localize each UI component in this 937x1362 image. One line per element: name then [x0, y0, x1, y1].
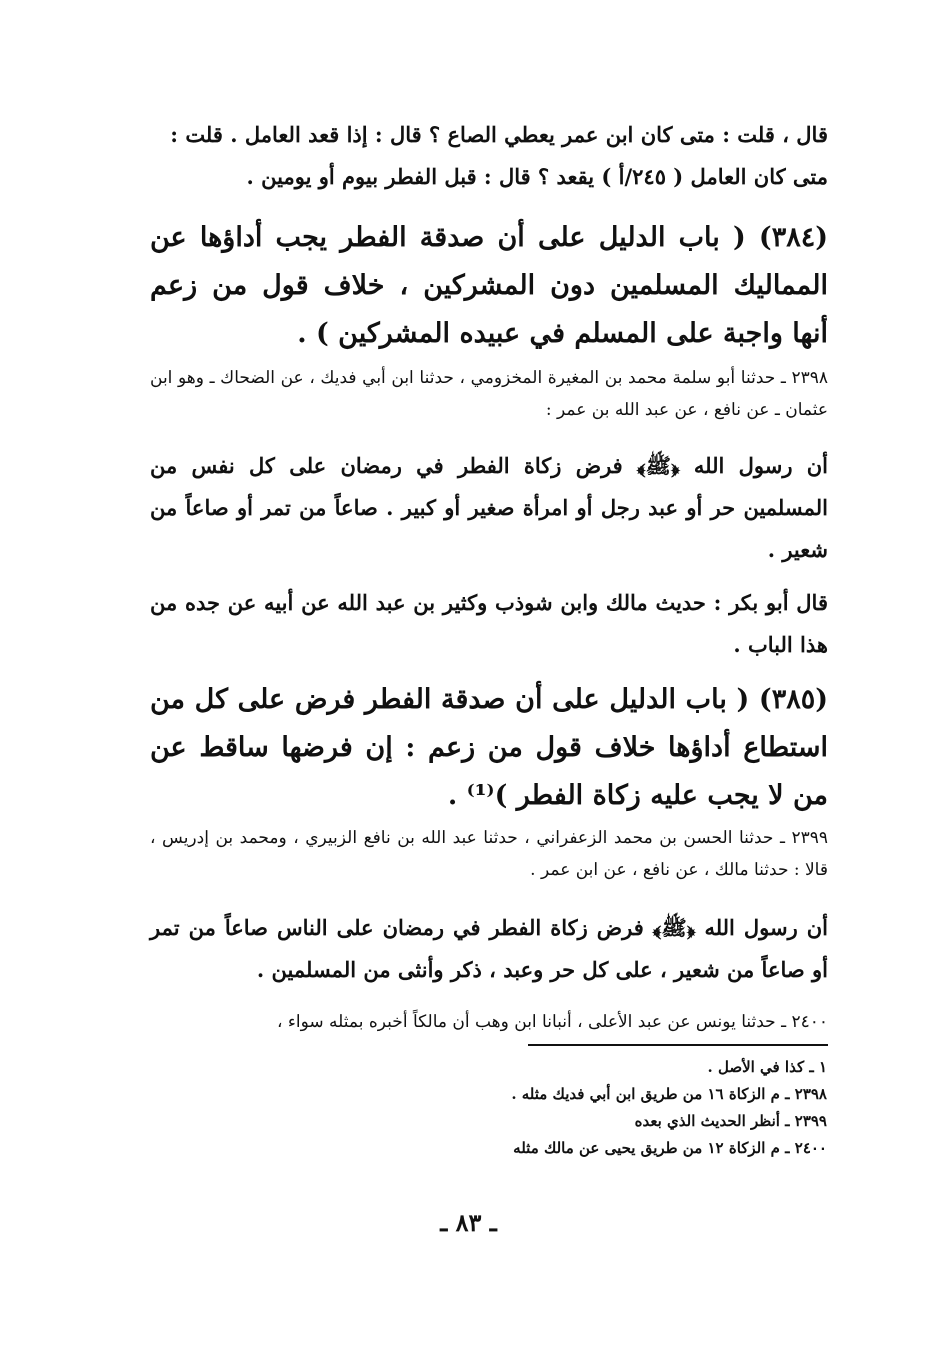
isnad-2398	[150, 362, 828, 426]
hadith-text: أن رسول الله ﴿ﷺ﴾ فرض زكاة الفطر في رمضان على كل نفس من المسلمين حر أو عبد رجل أو امرأة صغير أو كبير . صاعاً من تمر أو صاعاً من شعير .	[150, 453, 828, 562]
footnote-item: ١ ـ كذا في الأصل .	[707, 1058, 827, 1076]
comment-text: قال أبو بكر : حديث مالك وابن شوذب وكثير بن عبد الله عن أبيه عن جده من هذا الباب .	[150, 590, 828, 657]
intro-line: قال ، قلت : متى كان ابن عمر يعطي الصاع ؟ قال : إذا قعد العامل . قلت :	[170, 122, 828, 147]
comment-abu-bakr	[150, 582, 828, 666]
intro-line: متى كان العامل ( ٢٤٥/أ ) يقعد ؟ قال : قبل الفطر بيوم أو يومين .	[246, 164, 828, 189]
chapter-heading-384	[150, 214, 828, 358]
footnote-item: ٢٤٠٠ ـ م الزكاة ١٢ من طريق يحيى عن مالك مثله	[513, 1139, 827, 1157]
hadith-2398	[150, 445, 828, 571]
hadith-text: أن رسول الله ﴿ﷺ﴾ فرض زكاة الفطر في رمضان على الناس صاعاً من تمر أو صاعاً من شعير ، على كل حر وعبد ، ذكر وأنثى من المسلمين .	[150, 915, 828, 982]
footnote-item: ٢٣٩٨ ـ م الزكاة ١٦ من طريق ابن أبي فديك مثله .	[511, 1085, 827, 1103]
footnotes	[407, 1054, 827, 1162]
hadith-2399	[150, 907, 828, 991]
isnad-text: ٢٣٩٨ ـ حدثنا أبو سلمة محمد بن المغيرة المخزومي ، حدثنا ابن أبي فديك ، عن الضحاك ـ وهو ابن عثمان ـ عن نافع ، عن عبد الله بن عمر :	[150, 368, 828, 420]
chapter-title: (٣٨٥) ( باب الدليل على أن صدقة الفطر فرض على كل من استطاع أداؤها خلاف قول من زعم : إن فرضها ساقط عن من لا يجب عليه زكاة الفطر )⁽¹⁾ .	[150, 684, 828, 811]
chapter-heading-385	[150, 676, 828, 820]
chapter-title: (٣٨٤) ( باب الدليل على أن صدقة الفطر يجب أداؤها عن المماليك المسلمين دون المشركين ، خلاف قول من زعم أنها واجبة على المسلم في عبيده المشركين ) .	[150, 222, 828, 349]
isnad-text: ٢٤٠٠ ـ حدثنا يونس عن عبد الأعلى ، أنبانا ابن وهب أن مالكاً أخبره بمثله سواء ،	[277, 1012, 828, 1032]
intro-paragraph	[150, 114, 828, 198]
page-number: ـ ٨٣ ـ	[440, 1208, 497, 1237]
footnote-item: ٢٣٩٩ ـ أنظر الحديث الذي بعده	[634, 1112, 827, 1130]
isnad-text: ٢٣٩٩ ـ حدثنا الحسن بن محمد الزعفراني ، حدثنا عبد الله بن نافع الزبيري ، ومحمد بن إدريس ، قالا : حدثنا مالك ، عن نافع ، عن ابن عمر .	[150, 828, 828, 880]
isnad-2399	[150, 822, 828, 886]
isnad-2400	[150, 1006, 828, 1038]
footnote-divider	[528, 1044, 828, 1046]
